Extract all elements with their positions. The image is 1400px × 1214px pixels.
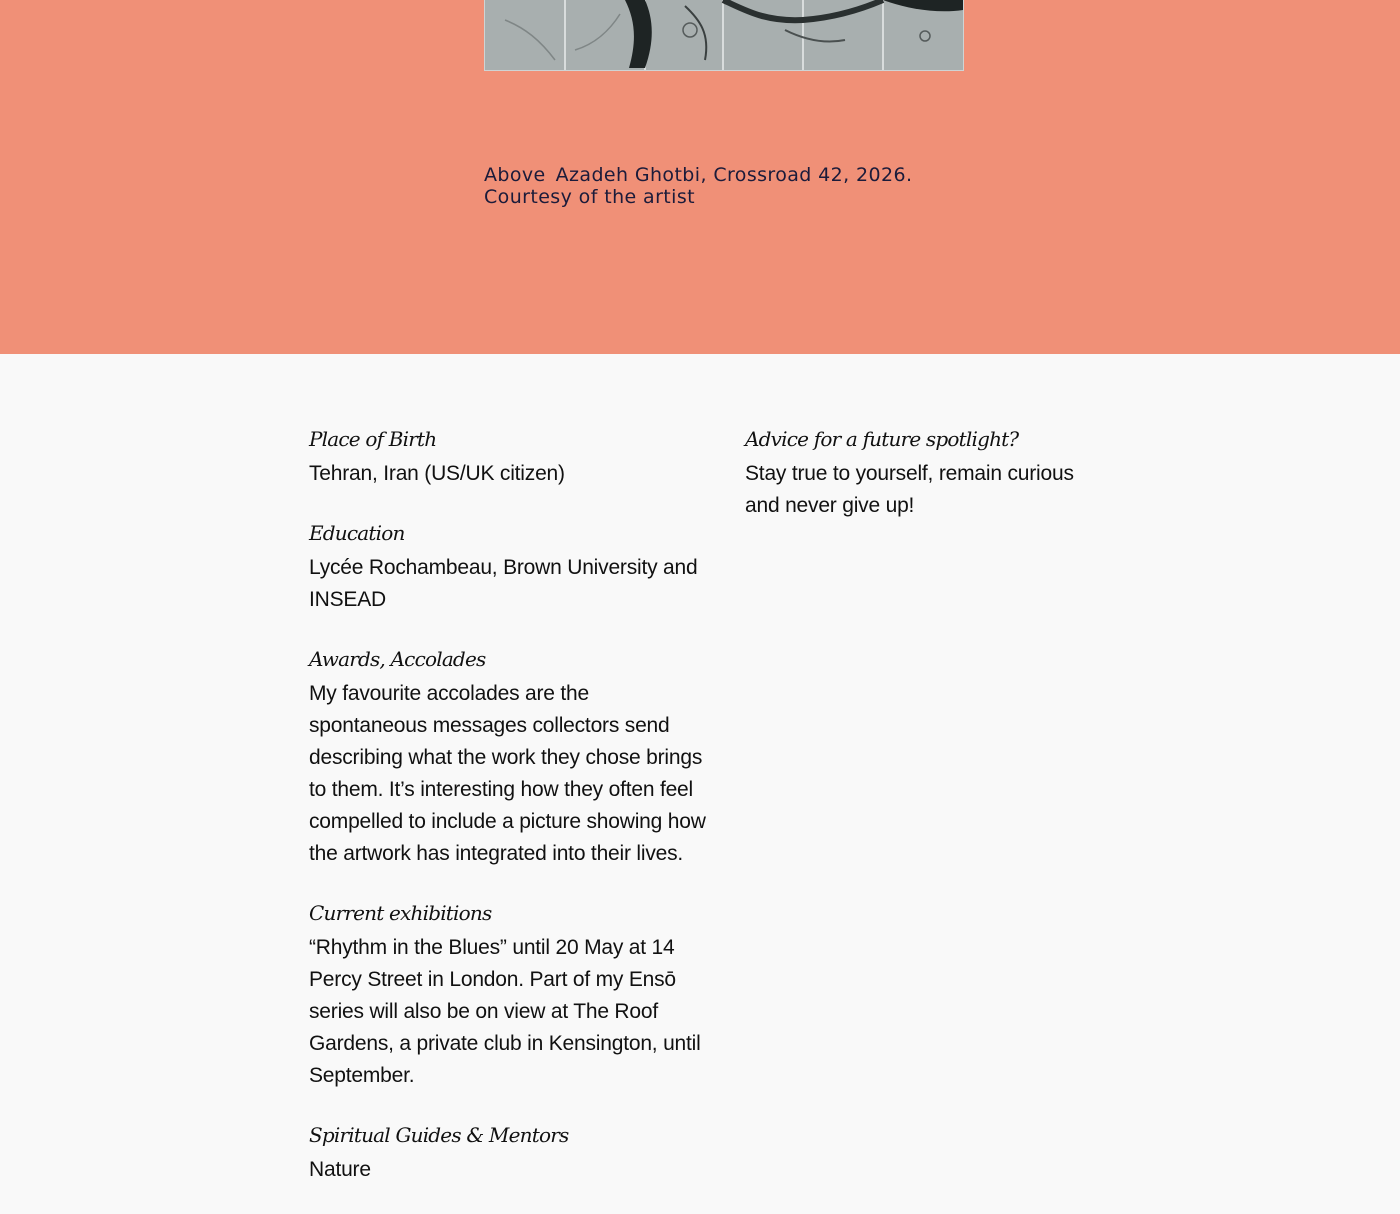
profile-label: Spiritual Guides & Mentors (309, 1123, 569, 1147)
profile-item-advice (745, 424, 1105, 522)
profile-label: Place of Birth (309, 427, 437, 451)
profile-label: Advice for a future spotlight? (745, 427, 1019, 451)
profile-value: Nature (309, 1158, 371, 1181)
profile-value: “Rhythm in the Blues” until 20 May at 14 Percy Street in London. Part of my Ensō series will also be on view at The Roof Gardens, a private club in Kensington, until September. (309, 936, 701, 1087)
profile-item-education (309, 518, 707, 616)
profile-value: My favourite accolades are the spontaneous messages collectors send describing what the work they chose brings to them. It’s interesting how they often feel compelled to include a picture showing how the artwork has integrated into their lives. (309, 682, 706, 865)
profile-column-right (745, 424, 1105, 550)
profile-label: Awards, Accolades (309, 647, 486, 671)
profile-item-spiritual-guides (309, 1120, 707, 1186)
caption-lead: Above (484, 164, 546, 186)
artwork-image (484, 0, 964, 71)
profile-section (0, 354, 1400, 1180)
profile-value: Tehran, Iran (US/UK citizen) (309, 462, 565, 485)
caption-text: Azadeh Ghotbi, Crossroad 42, 2026. Courtesy of the artist (484, 164, 913, 208)
profile-label: Education (309, 521, 405, 545)
profile-column-left (309, 424, 707, 1214)
image-caption (484, 164, 962, 208)
profile-label: Current exhibitions (309, 901, 492, 925)
profile-value: Lycée Rochambeau, Brown University and INSEAD (309, 556, 698, 611)
profile-item-current-exhibitions (309, 898, 707, 1092)
profile-item-place-of-birth (309, 424, 707, 490)
profile-item-awards (309, 644, 707, 870)
profile-value: Stay true to yourself, remain curious and never give up! (745, 462, 1074, 517)
artwork-illustration (485, 0, 963, 70)
hero-section (0, 0, 1400, 354)
